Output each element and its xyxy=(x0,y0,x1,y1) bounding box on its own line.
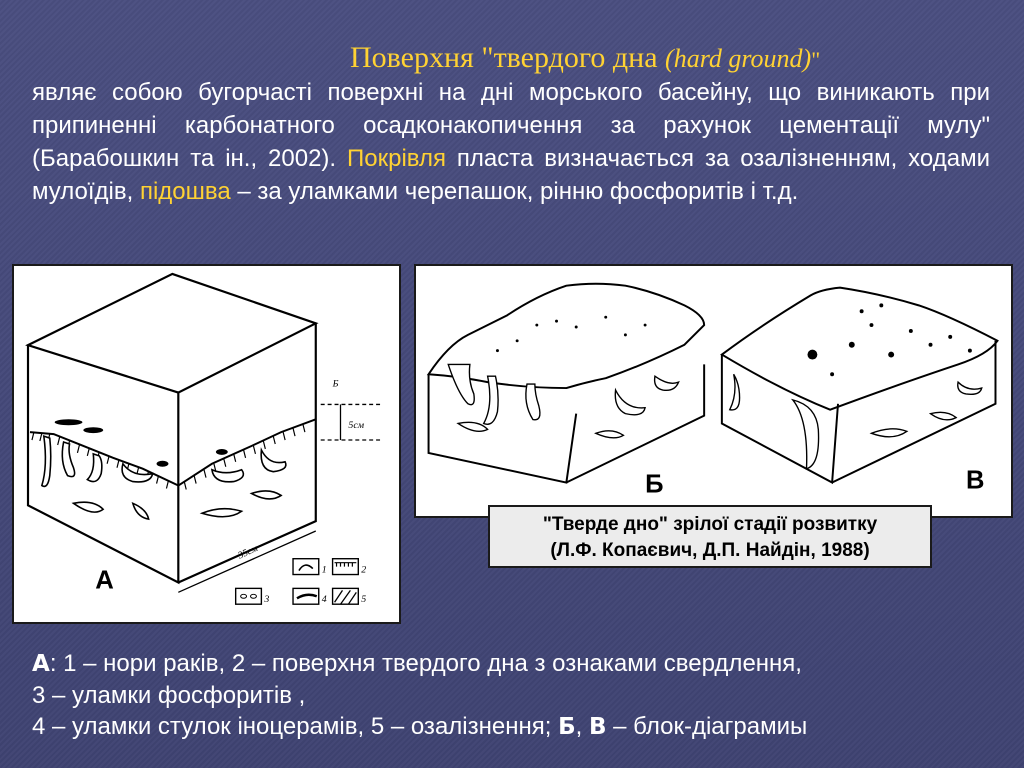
figure-bv-panel xyxy=(414,264,1013,518)
title-main: Поверхня "твердого дна xyxy=(350,41,666,74)
legend-num-2: 2 xyxy=(361,564,367,576)
legend-comma: , xyxy=(575,713,589,740)
legend-line-3 xyxy=(32,711,992,743)
cube-top-face xyxy=(28,274,316,393)
burrow xyxy=(133,503,149,519)
burrow xyxy=(251,491,281,499)
legend-line-1 xyxy=(32,648,992,680)
hardground-line-right xyxy=(178,419,315,485)
cube-right-face xyxy=(178,323,315,582)
figure-a-panel xyxy=(12,264,401,624)
block-v-left-face xyxy=(722,355,838,483)
legend-label-b: Б xyxy=(558,714,576,740)
intro-highlight-roof: Покрівля xyxy=(347,145,446,172)
burrow xyxy=(212,470,243,482)
block-v-right-face xyxy=(832,341,995,483)
title-quote: " xyxy=(811,47,821,72)
legend-label-a: А xyxy=(32,651,50,677)
figure-label-b: Б xyxy=(645,470,664,499)
figure-a-label-b: Б xyxy=(332,378,339,390)
legend-text xyxy=(32,648,992,743)
figure-a-dim-5cm: 5см xyxy=(348,420,365,432)
title-paren: ( xyxy=(665,44,674,73)
hardground-line-left xyxy=(30,432,178,485)
intro-highlight-base: підошва xyxy=(139,178,231,205)
block-v-top-surface xyxy=(722,288,998,410)
legend-label-v: В xyxy=(588,714,607,740)
figure-bv-block-diagrams xyxy=(416,266,1011,516)
slide-title xyxy=(350,40,995,78)
legend-num-1: 1 xyxy=(321,564,327,576)
intro-paragraph xyxy=(32,76,990,208)
legend-line-2: 3 – уламки фосфоритів , xyxy=(32,682,306,709)
legend-line-3-post: – блок-діаграмиы xyxy=(606,713,808,740)
legend-box-3 xyxy=(236,588,262,604)
legend-num-5: 5 xyxy=(361,594,367,606)
figure-a-label: А xyxy=(95,566,114,595)
legend-line-1-text: : 1 – нори раків, 2 – поверхня твердого дна з ознаками свердлення, xyxy=(49,650,802,677)
legend-line-3-pre: 4 – уламки стулок іноцерамів, 5 – озалізнення; xyxy=(32,713,559,740)
figure-a-dim-35cm: 35см xyxy=(236,543,260,562)
legend-box-1 xyxy=(293,559,319,575)
burrow xyxy=(87,454,102,482)
figure-a-block-diagram xyxy=(14,266,399,622)
burrow xyxy=(202,509,242,517)
burrow xyxy=(62,442,74,477)
intro-text-3: – за уламками черепашок, рінню фосфоритів і т.д. xyxy=(230,178,799,205)
burrow xyxy=(42,436,51,486)
intro-text-1: являє собою бугорчасті поверхні на дні морського басейну, що виникають при припиненні карбонатного осадконакопичення за рахунок цементації мулу" (Барабошкин та ін., 2002). xyxy=(32,79,990,172)
burrow xyxy=(73,502,103,512)
title-italic-term: hard ground) xyxy=(673,44,812,73)
figure-caption xyxy=(488,505,932,568)
block-b-left-face xyxy=(429,374,577,482)
caption-line-2: (Л.Ф. Копаєвич, Д.П. Найдін, 1988) xyxy=(550,540,870,561)
figure-label-v: В xyxy=(965,466,985,495)
burrow xyxy=(261,450,286,472)
intro-text-2: пласта визначається за озалізненням, ходами мулоїдів, xyxy=(32,145,990,205)
caption-line-1: "Тверде дно" зрілої стадії розвитку xyxy=(542,514,878,535)
legend-num-4: 4 xyxy=(321,594,327,606)
legend-num-3: 3 xyxy=(264,594,270,606)
